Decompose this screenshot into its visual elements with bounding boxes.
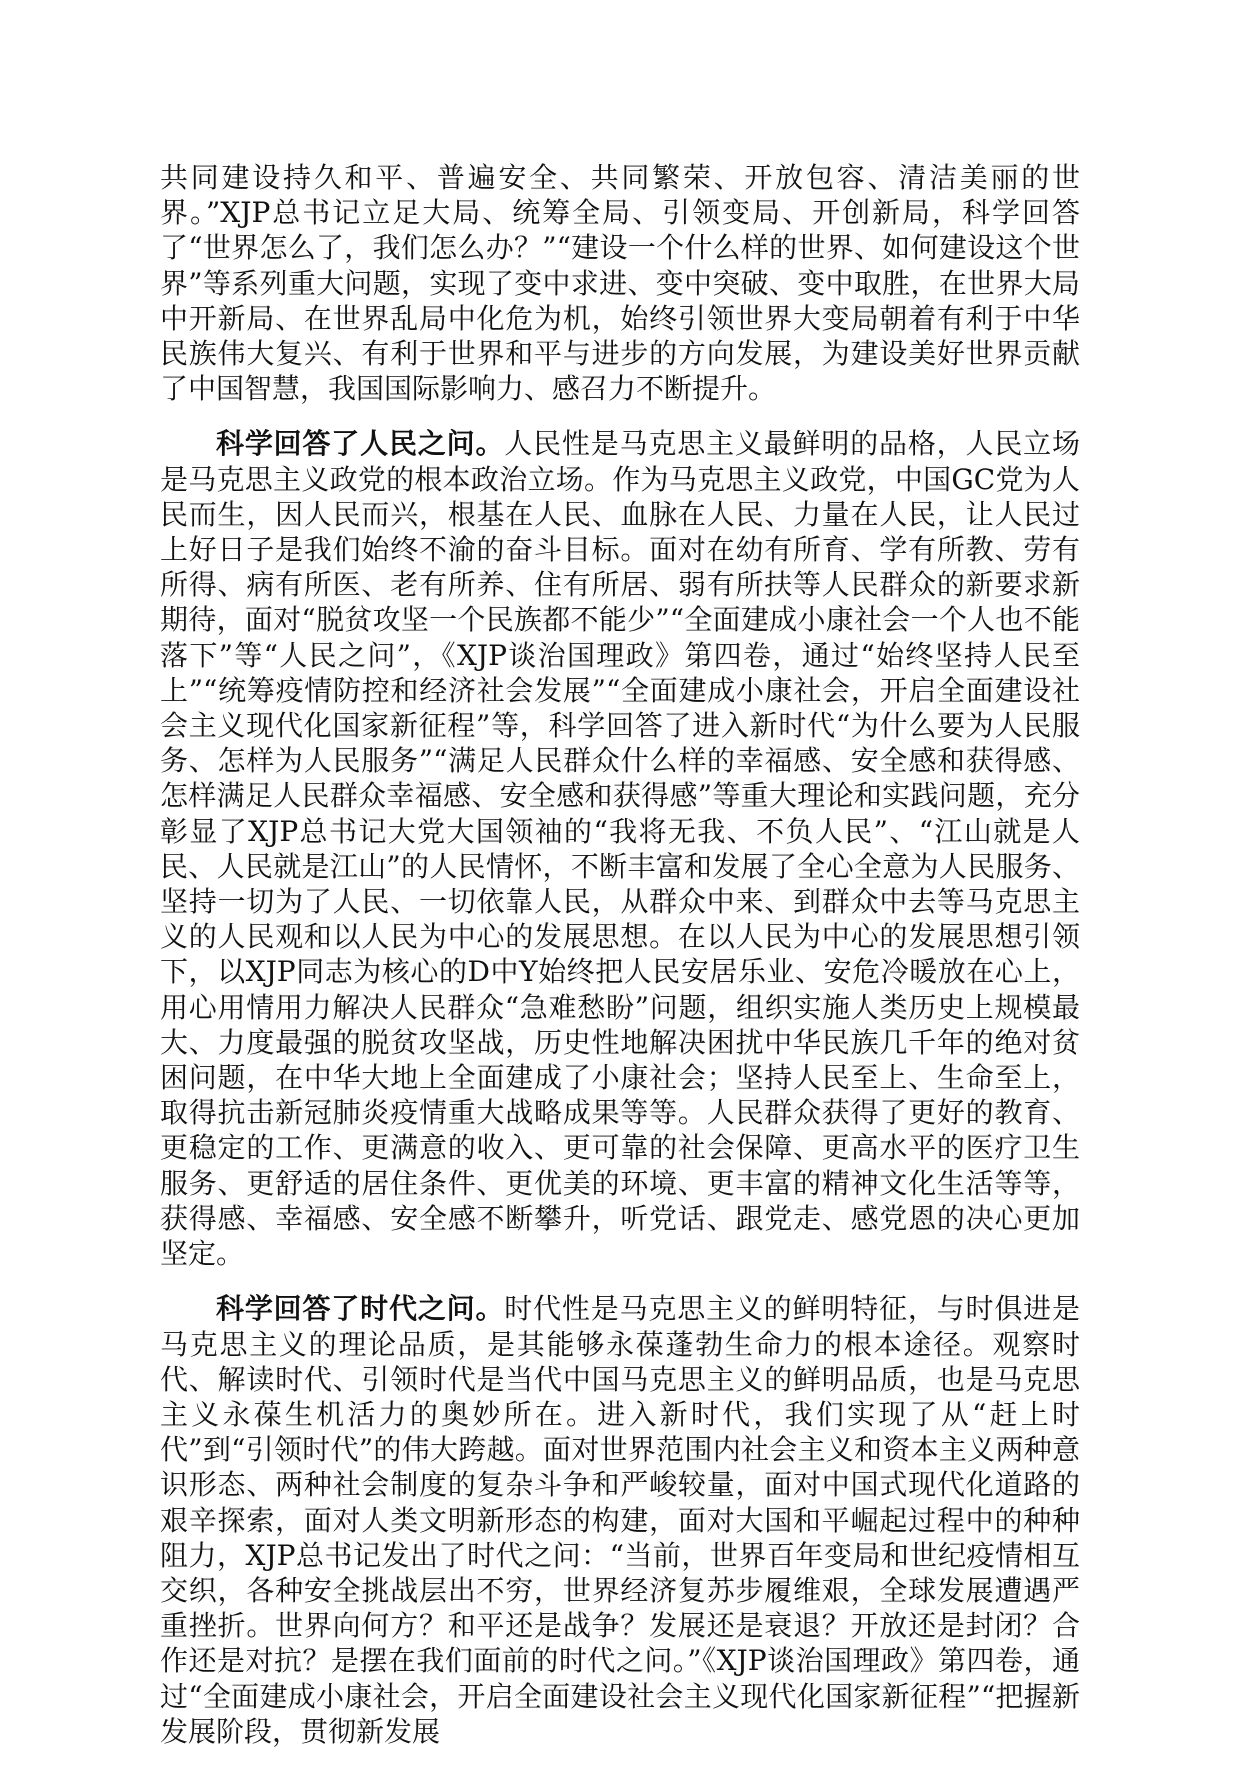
paragraph-text: 共同建设持久和平、普遍安全、共同繁荣、开放包容、清洁美丽的世界。”XJP总书记立足大局、统筹全局、引领变局、开创新局，科学回答了“世界怎么了，我们怎么办？”“建设一个什么样的世界、如何建设这个世界”等系列重大问题，实现了变中求进、变中突破、变中取胜，在世界大局中开新局、在世界乱局中化危为机，始终引领世界大变局朝着有利于中华民族伟大复兴、有利于世界和平与进步的方向发展，为建设美好世界贡献了中国智慧，我国国际影响力、感召力不断提升。 bbox=[160, 161, 1080, 406]
paragraph-people-question bbox=[160, 426, 1080, 1271]
paragraph-era-question bbox=[160, 1291, 1080, 1749]
document-page bbox=[160, 160, 1080, 1769]
paragraph-lead-heading: 科学回答了时代之问。 bbox=[216, 1292, 505, 1326]
paragraph-world-question-continuation bbox=[160, 160, 1080, 406]
paragraph-lead-heading: 科学回答了人民之问。 bbox=[216, 427, 505, 461]
paragraph-text: 时代性是马克思主义的鲜明特征，与时俱进是马克思主义的理论品质，是其能够永葆蓬勃生命力的根本途径。观察时代、解读时代、引领时代是当代中国马克思主义的鲜明品质，也是马克思主义永葆生机活力的奥妙所在。进入新时代，我们实现了从“赶上时代”到“引领时代”的伟大跨越。面对世界范围内社会主义和资本主义两种意识形态、两种社会制度的复杂斗争和严峻较量，面对中国式现代化道路的艰辛探索，面对人类文明新形态的构建，面对大国和平崛起过程中的种种阻力，XJP总书记发出了时代之问：“当前，世界百年变局和世纪疫情相互交织，各种安全挑战层出不穷，世界经济复苏步履维艰，全球发展遭遇严重挫折。世界向何方？和平还是战争？发展还是衰退？开放还是封闭？合作还是对抗？是摆在我们面前的时代之问。”《XJP谈治国理政》第四卷，通过“全面建成小康社会，开启全面建设社会主义现代化国家新征程”“把握新发展阶段，贯彻新发展 bbox=[160, 1292, 1080, 1748]
paragraph-text: 人民性是马克思主义最鲜明的品格，人民立场是马克思主义政党的根本政治立场。作为马克思主义政党，中国GC党为人民而生，因人民而兴，根基在人民、血脉在人民、力量在人民，让人民过上好日子是我们始终不渝的奋斗目标。面对在幼有所育、学有所教、劳有所得、病有所医、老有所养、住有所居、弱有所扶等人民群众的新要求新期待，面对“脱贫攻坚一个民族都不能少”“全面建成小康社会一个人也不能落下”等“人民之问”，《XJP谈治国理政》第四卷，通过“始终坚持人民至上”“统筹疫情防控和经济社会发展”“全面建成小康社会，开启全面建设社会主义现代化国家新征程”等，科学回答了进入新时代“为什么要为人民服务、怎样为人民服务”“满足人民群众什么样的幸福感、安全感和获得感、怎样满足人民群众幸福感、安全感和获得感”等重大理论和实践问题，充分彰显了XJP总书记大党大国领袖的“我将无我、不负人民”、“江山就是人民、人民就是江山”的人民情怀，不断丰富和发展了全心全意为人民服务、坚持一切为了人民、一切依靠人民，从群众中来、到群众中去等马克思主义的人民观和以人民为中心的发展思想。在以人民为中心的发展思想引领下，以XJP同志为核心的D中Y始终把人民安居乐业、安危冷暖放在心上，用心用情用力解决人民群众“急难愁盼”问题，组织实施人类历史上规模最大、力度最强的脱贫攻坚战，历史性地解决困扰中华民族几千年的绝对贫困问题，在中华大地上全面建成了小康社会；坚持人民至上、生命至上，取得抗击新冠肺炎疫情重大战略成果等等。人民群众获得了更好的教育、更稳定的工作、更满意的收入、更可靠的社会保障、更高水平的医疗卫生服务、更舒适的居住条件、更优美的环境、更丰富的精神文化生活等等，获得感、幸福感、安全感不断攀升，听党话、跟党走、感党恩的决心更加坚定。 bbox=[160, 427, 1080, 1271]
